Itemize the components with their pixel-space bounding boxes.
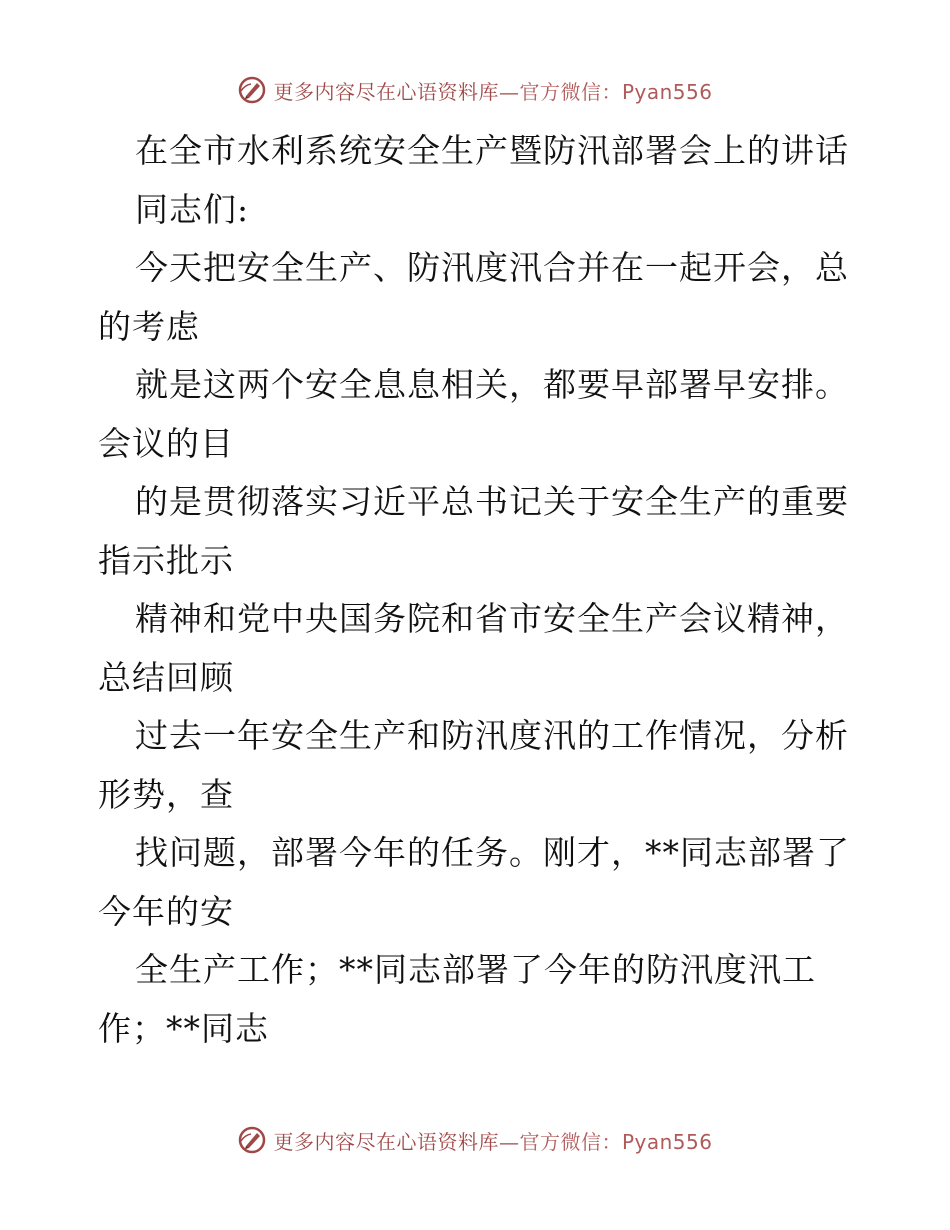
document-title: 在全市水利系统安全生产暨防汛部署会上的讲话 xyxy=(135,131,849,170)
text-line: 今天把安全生产、防汛度汛合并在一起开会，总 xyxy=(135,248,849,287)
document-body xyxy=(98,122,858,1058)
banner-text xyxy=(273,76,712,105)
text-line: 指示批示 xyxy=(98,540,234,580)
text-line: 总结回顾 xyxy=(98,657,234,697)
text-line: 全生产工作；**同志部署了今年的防汛度汛工 xyxy=(135,950,816,989)
banner-contact: 官方微信：Pyan556 xyxy=(519,1129,713,1154)
text-line: 的考虑 xyxy=(98,306,200,346)
banner-separator: — xyxy=(498,1129,520,1154)
text-line: 精神和党中央国务院和省市安全生产会议精神， xyxy=(135,599,849,638)
text-line: 过去一年安全生产和防汛度汛的工作情况，分析 xyxy=(135,716,849,755)
text-line: 的是贯彻落实习近平总书记关于安全生产的重要 xyxy=(135,482,849,521)
text-line: 作；**同志 xyxy=(98,1008,269,1048)
text-line: 会议的目 xyxy=(98,423,234,463)
banner-contact: 官方微信：Pyan556 xyxy=(519,79,713,104)
banner-slogan: 更多内容尽在心语资料库 xyxy=(273,79,499,104)
pen-logo-icon xyxy=(237,75,267,105)
header-banner xyxy=(0,72,950,108)
banner-slogan: 更多内容尽在心语资料库 xyxy=(273,1129,499,1154)
text-line: 就是这两个安全息息相关，都要早部署早安排。 xyxy=(135,365,849,404)
text-line: 形势，查 xyxy=(98,774,234,814)
banner-separator: — xyxy=(498,79,520,104)
banner-text xyxy=(273,1126,712,1155)
salutation: 同志们: xyxy=(135,189,250,229)
text-line: 找问题，部署今年的任务。刚才，**同志部署了 xyxy=(135,833,850,872)
text-line: 今年的安 xyxy=(98,891,234,931)
footer-banner xyxy=(0,1122,950,1158)
pen-logo-icon xyxy=(237,1125,267,1155)
